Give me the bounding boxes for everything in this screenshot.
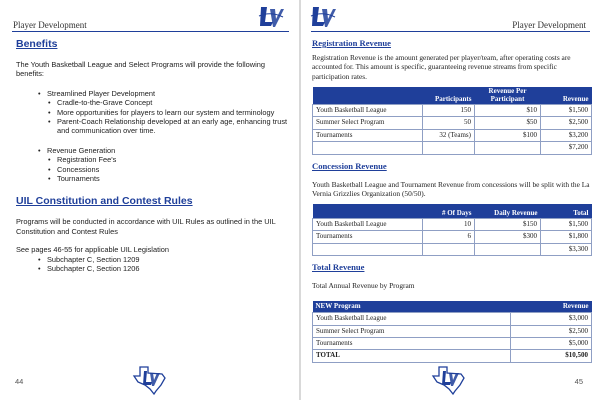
table-header: Revenue [541, 87, 592, 104]
header-rule [12, 31, 289, 32]
list-item: • Registration Fee's [48, 155, 292, 164]
table-header: # Of Days [423, 204, 475, 218]
benefits-intro: The Youth Basketball League and Select Programs will provide the following benefits: [16, 60, 265, 79]
benefits-list [16, 89, 292, 98]
table-row: Tournaments 32 (Teams) $100 $3,200 [313, 129, 592, 141]
texas-lv-logo-icon [431, 363, 467, 395]
benefits-sublist [16, 155, 292, 183]
texas-lv-logo-icon [132, 363, 168, 395]
table-header: Revenue Per Participant [475, 87, 541, 104]
table-row: Summer Select Program $2,500 [313, 325, 592, 337]
list-item: • Parent-Coach Relationship developed at an early age, enhancing trust and communication over time. [48, 117, 292, 136]
table-row: Tournaments $5,000 [313, 337, 592, 349]
uil-list [16, 255, 292, 274]
lv-logo-icon [310, 5, 336, 29]
table-total-row [313, 243, 592, 255]
list-item: • Subchapter C, Section 1209 [38, 255, 292, 264]
benefits-title: Benefits [16, 38, 58, 50]
table-total-row [313, 142, 592, 154]
benefits-sublist [16, 98, 292, 136]
table-row: Youth Basketball League 150 $10 $1,500 [313, 105, 592, 117]
table-header: Total [541, 204, 592, 218]
table-header: NEW Program [313, 301, 511, 313]
left-page [0, 0, 299, 400]
list-item: • Tournaments [48, 174, 292, 183]
table-row: Summer Select Program 50 $50 $2,500 [313, 117, 592, 129]
table-row: Youth Basketball League $3,000 [313, 313, 592, 325]
total-revenue-table [312, 301, 592, 363]
list-item: • Concessions [48, 165, 292, 174]
table-header [313, 204, 423, 218]
table-header-row [313, 87, 592, 104]
table-row: Tournaments 6 $300 $1,800 [313, 231, 592, 243]
table-header-row [313, 301, 592, 313]
right-content [312, 38, 592, 363]
registration-title: Registration Revenue [312, 38, 392, 48]
table-total-row: TOTAL $10,500 [313, 350, 592, 362]
table-header: Participants [423, 87, 475, 104]
table-header [313, 87, 423, 104]
benefits-list [16, 146, 292, 155]
left-content [16, 38, 292, 274]
right-page [301, 0, 600, 400]
uil-see-pages: See pages 46-55 for applicable UIL Legislation [16, 245, 169, 255]
registration-intro: Registration Revenue is the amount generated per player/team, after operating costs are accounted for. This amount is specific, guaranteeing revenue streams from specific participation rates. [312, 53, 571, 81]
page-number: 44 [15, 377, 24, 386]
table-header-row [313, 204, 592, 218]
table-header: Revenue [511, 301, 592, 313]
list-item: • Streamlined Player Development [38, 89, 292, 98]
header-rule [311, 31, 590, 32]
uil-title: UIL Constitution and Contest Rules [16, 195, 193, 208]
concession-title: Concession Revenue [312, 160, 387, 171]
table-row: Youth Basketball League 10 $150 $1,500 [313, 218, 592, 230]
list-item: • Revenue Generation [38, 146, 292, 155]
total-revenue-title: Total Revenue [312, 262, 365, 273]
page-header: Player Development [13, 20, 87, 30]
registration-table [312, 87, 592, 154]
list-item: • Subchapter C, Section 1206 [38, 264, 292, 273]
registration-total: $7,200 [541, 142, 592, 154]
concession-intro: Youth Basketball League and Tournament Revenue from concessions will be split with the La Vernia Grizzlies Organization (50/50). [312, 179, 590, 199]
uil-intro: Programs will be conducted in accordance with UIL Rules as outlined in the UIL Constitution and Contest Rules [16, 217, 276, 236]
list-item: • More opportunities for players to learn our system and terminology [48, 108, 292, 117]
list-item: • Cradle-to-the-Grave Concept [48, 98, 292, 107]
total-revenue-intro: Total Annual Revenue by Program [312, 281, 415, 291]
table-header: Daily Revenue [475, 204, 541, 218]
lv-logo-icon [258, 5, 284, 29]
page-header: Player Development [512, 20, 586, 30]
concession-total: $3,300 [541, 243, 592, 255]
concession-table [312, 204, 592, 256]
page-number: 45 [574, 377, 583, 386]
